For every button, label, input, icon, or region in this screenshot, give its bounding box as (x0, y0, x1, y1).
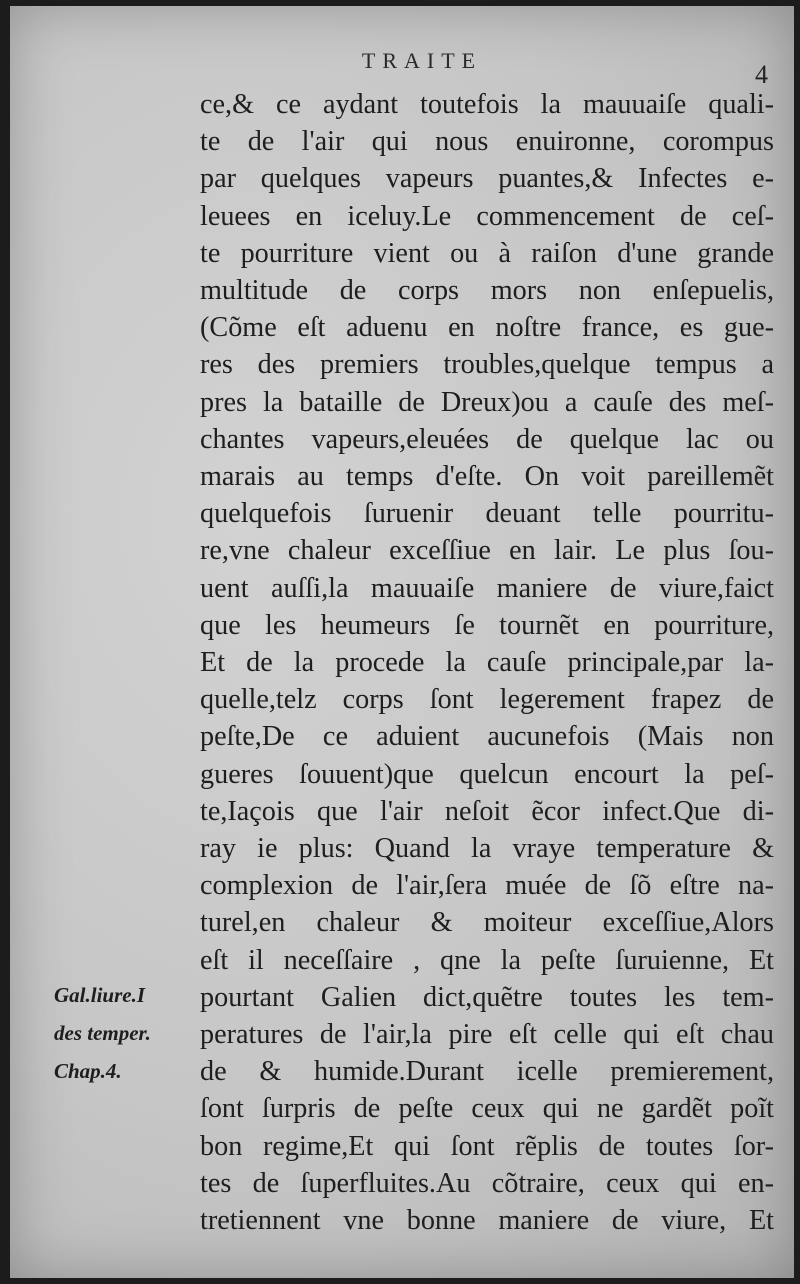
text-line: quelquefois ſuruenir deuant telle pourritu- (200, 498, 774, 530)
text-line: pres la bataille de Dreux)ou a cauſe des meſ- (200, 386, 774, 418)
text-line: de & humide.Durant icelle premierement, (200, 1056, 774, 1088)
text-line: te pourriture vient ou à raiſon d'une grande (200, 237, 774, 269)
text-line: ſont ſurpris de peſte ceux qui ne gardẽt poĩt (200, 1093, 774, 1125)
text-line: ray ie plus: Quand la vraye temperature & (200, 833, 774, 865)
text-line: (Cõme eſt aduenu en noſtre france, es gue- (200, 312, 774, 344)
text-line: te de l'air qui nous enuironne, corompus (200, 126, 774, 158)
margin-note-line: des temper. (54, 1021, 151, 1045)
text-line: peſte,De ce aduient aucunefois (Mais non (200, 721, 774, 753)
text-line: gueres ſouuent)que quelcun encourt la peſ- (200, 758, 774, 790)
text-line: res des premiers troubles,quelque tempus a (200, 349, 774, 381)
text-line: par quelques vapeurs puantes,& Infectes e- (200, 163, 774, 195)
text-line: te,Iaçois que l'air neſoit ẽcor infect.Que di- (200, 795, 774, 827)
text-line: chantes vapeurs,eleuées de quelque lac ou (200, 423, 774, 455)
text-line: tes de ſuperfluites.Au cõtraire, ceux qui en- (200, 1167, 774, 1199)
text-line: turel,en chaleur & moiteur exceſſiue,Alors (200, 907, 774, 939)
text-line: quelle,telz corps ſont legerement frapez de (200, 684, 774, 716)
text-line: pourtant Galien dict,quẽtre toutes les tem- (200, 981, 774, 1013)
book-page (10, 6, 794, 1278)
text-line: uent auſſi,la mauuaiſe maniere de viure,faict (200, 572, 774, 604)
marginal-citation (54, 976, 204, 1090)
body-text (200, 86, 774, 1239)
text-line: complexion de l'air,ſera muée de ſõ eſtre na- (200, 870, 774, 902)
margin-note-line: Chap.4. (54, 1059, 122, 1083)
text-line: multitude de corps mors non enſepuelis, (200, 275, 774, 307)
text-line: eſt il neceſſaire , qne la peſte ſuruienne, Et (200, 944, 774, 976)
page-number: 4 (755, 60, 768, 89)
text-line: re,vne chaleur exceſſiue en lair. Le plus ſou- (200, 535, 774, 567)
text-line: marais au temps d'eſte. On voit pareillemẽt (200, 461, 774, 493)
text-line: bon regime,Et qui ſont rẽplis de toutes ſor- (200, 1130, 774, 1162)
text-line: tretiennent vne bonne maniere de viure, Et (200, 1205, 774, 1237)
running-head: TRAITE (361, 48, 483, 73)
text-line: ce,& ce aydant toutefois la mauuaiſe quali- (200, 89, 774, 120)
text-line: Et de la procede la cauſe principale,par la- (200, 647, 774, 679)
text-line: peratures de l'air,la pire eſt celle qui eſt chau (200, 1019, 774, 1051)
text-line: leuees en iceluy.Le commencement de ceſ- (200, 200, 774, 232)
margin-note-line: Gal.liure.I (54, 983, 146, 1007)
text-line: que les heumeurs ſe tournẽt en pourriture, (200, 609, 774, 641)
